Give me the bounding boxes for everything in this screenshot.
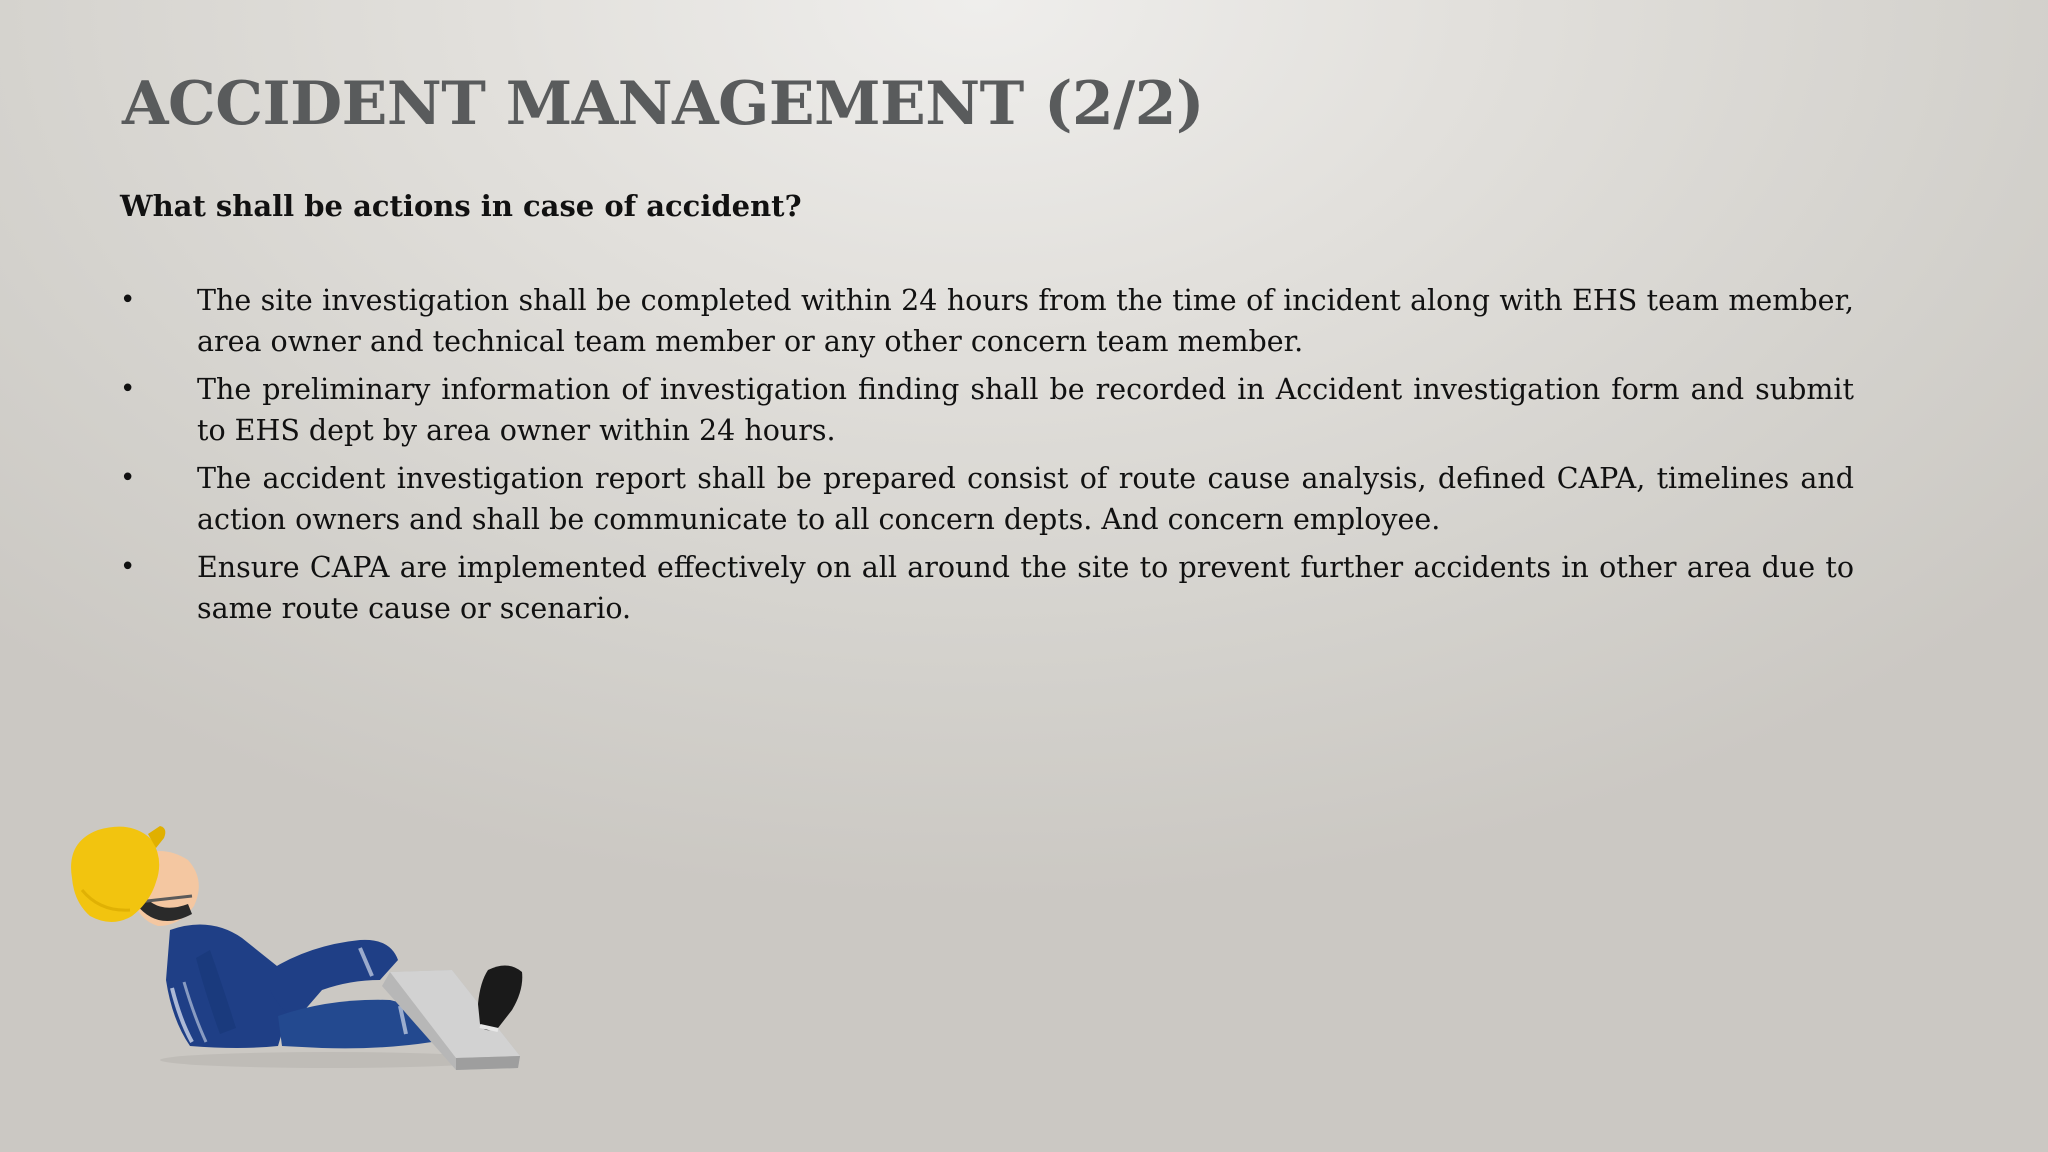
bullet-item (120, 369, 1854, 451)
injured-worker-illustration (60, 820, 540, 1080)
bullet-item (120, 458, 1854, 540)
bullet-item (120, 280, 1854, 362)
bullet-icon: • (120, 552, 136, 582)
bullet-text: The preliminary information of investigation finding shall be recorded in Accident investigation form and submit to EHS dept by area owner within 24 hours. (197, 373, 1854, 447)
worker-boot (478, 965, 522, 1030)
bullet-item (120, 547, 1854, 629)
slide-title: ACCIDENT MANAGEMENT (2/2) (122, 69, 1204, 139)
bullet-icon: • (120, 463, 136, 493)
bullet-text: The site investigation shall be completed within 24 hours from the time of incident along with EHS team member, area owner and technical team member or any other concern team member. (197, 284, 1854, 358)
bullet-text: The accident investigation report shall be prepared consist of route cause analysis, defined CAPA, timelines and action owners and shall be communicate to all concern depts. And concern employee. (197, 462, 1854, 536)
bullet-list (120, 280, 1854, 636)
bullet-text: Ensure CAPA are implemented effectively on all around the site to prevent further accidents in other area due to same route cause or scenario. (197, 551, 1854, 625)
bullet-icon: • (120, 285, 136, 315)
slide-subtitle: What shall be actions in case of accident? (120, 189, 802, 223)
bullet-icon: • (120, 374, 136, 404)
